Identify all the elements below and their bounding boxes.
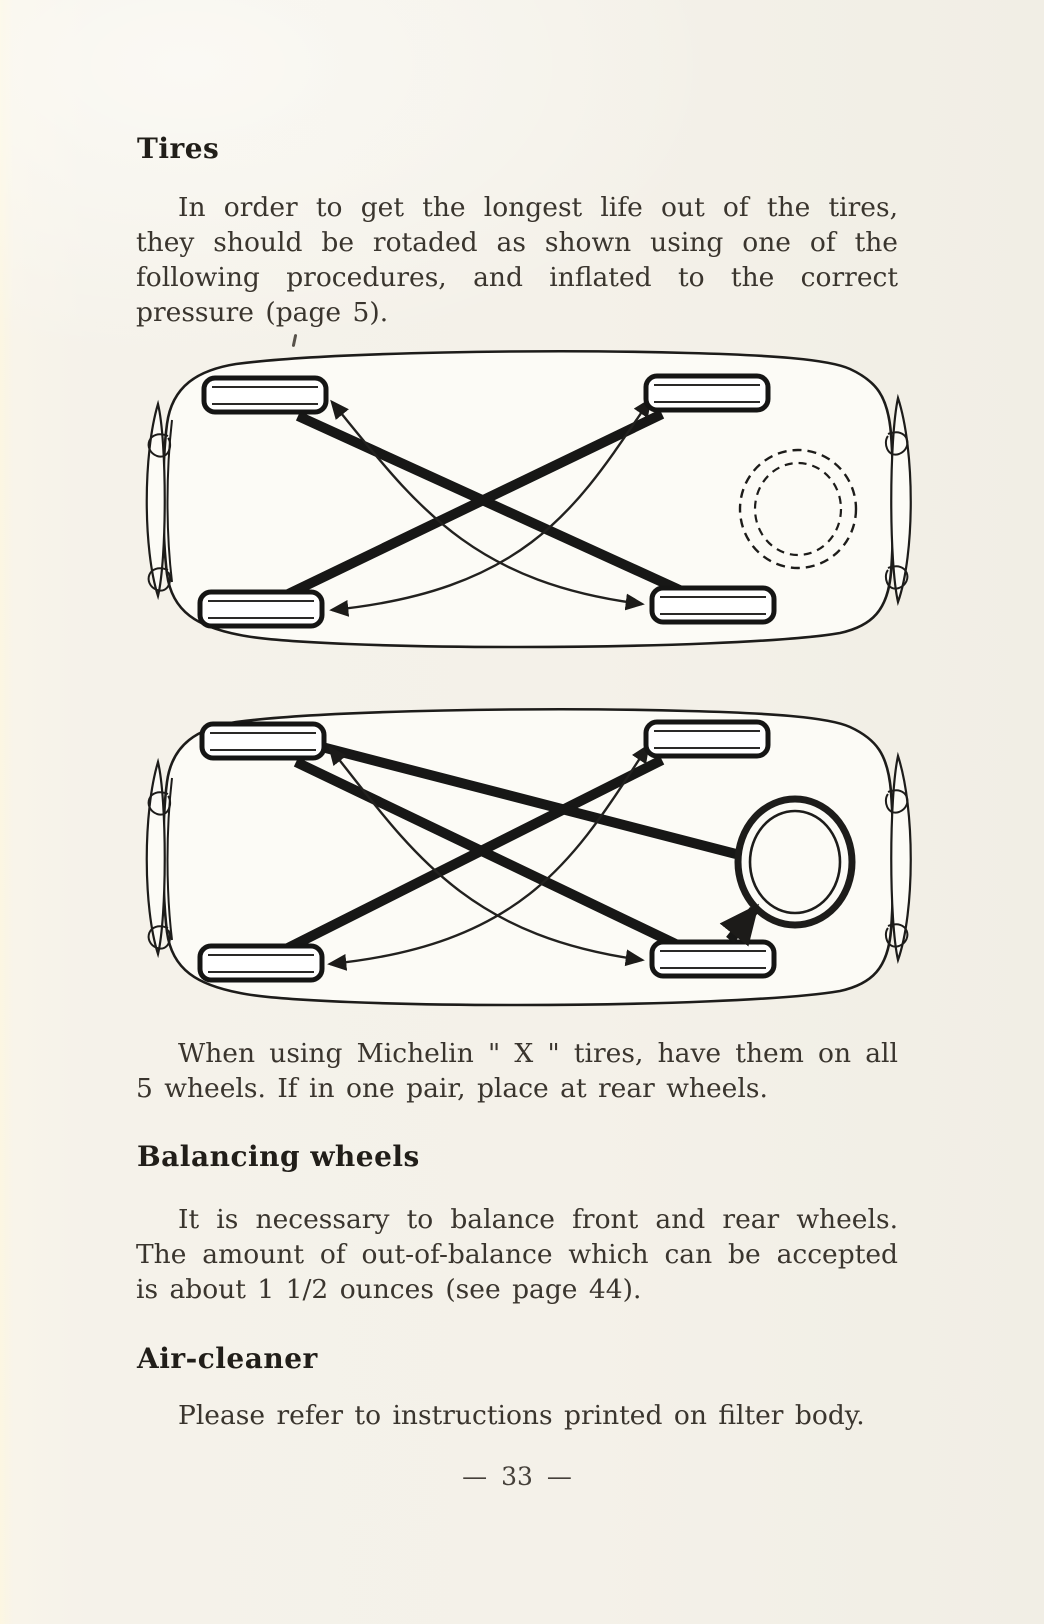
- tire-rotation-diagram-five-wheel: [128, 702, 928, 1017]
- section-heading-tires: Tires: [137, 132, 220, 165]
- tire-bottom-left: [200, 592, 322, 626]
- tire-bottom-right: [652, 588, 774, 622]
- tire-top-left: [202, 724, 324, 758]
- tires-intro-paragraph: In order to get the longest life out of the tires, they should be rotaded as shown using one of the following procedures, and inflated to the correct pressure (page 5).: [136, 192, 898, 328]
- section-heading-air-cleaner: Air-cleaner: [137, 1342, 318, 1375]
- tire-rotation-diagram-four-wheel: [128, 342, 928, 657]
- tire-bottom-right: [652, 942, 774, 976]
- michelin-note-paragraph: When using Michelin " X " tires, have them on all 5 wheels. If in one pair, place at rear wheels.: [136, 1038, 898, 1104]
- tire-bottom-left: [200, 946, 322, 980]
- tire-top-right: [646, 376, 768, 410]
- section-heading-balancing-wheels: Balancing wheels: [137, 1140, 420, 1173]
- tire-top-left: [204, 378, 326, 412]
- balancing-paragraph: It is necessary to balance front and rear wheels. The amount of out-of-balance which can be accepted is about 1 1/2 ounces (see page 44).: [136, 1204, 898, 1305]
- page-number: — 33 —: [462, 1462, 572, 1491]
- spare-wheel-solid: [738, 799, 852, 925]
- air-cleaner-paragraph: Please refer to instructions printed on filter body.: [178, 1400, 865, 1431]
- tire-top-right: [646, 722, 768, 756]
